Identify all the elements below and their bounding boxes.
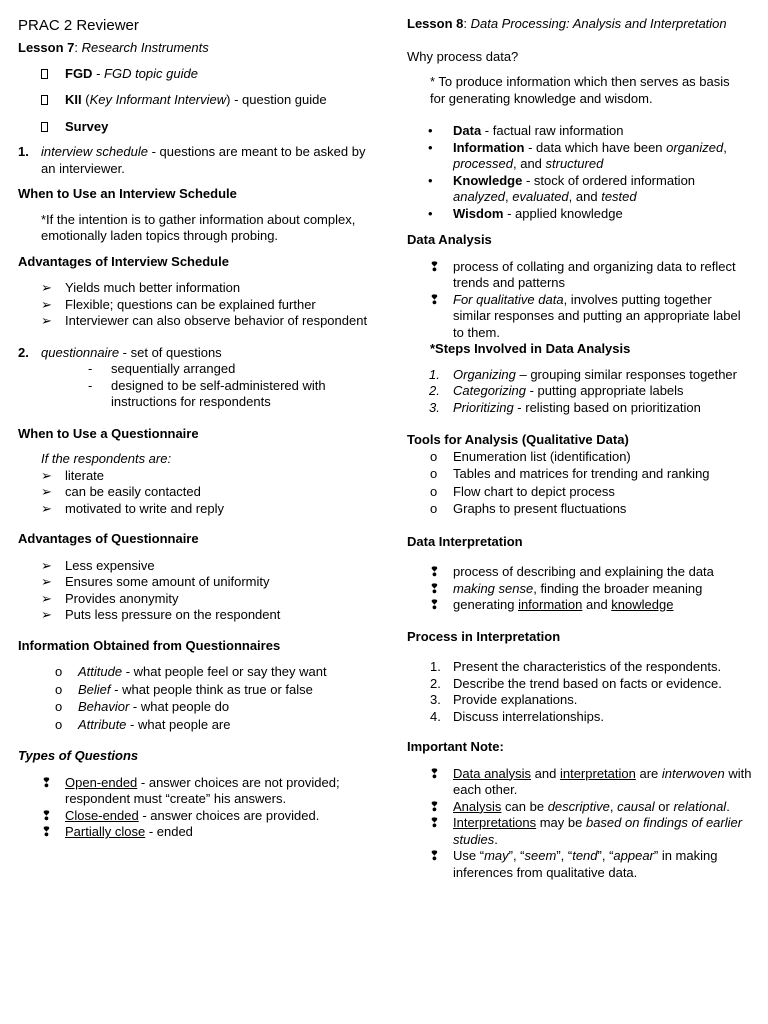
- process-heading: Process in Interpretation: [407, 628, 561, 644]
- list-item: o Graphs to present fluctuations: [430, 501, 627, 516]
- when-interview-text: *If the intention is to gather information about complex, emotionally laden topics through probing.: [41, 211, 356, 243]
- list-item: - sequentially arranged: [88, 361, 236, 376]
- important-note-list: [407, 766, 752, 882]
- list-item: ❢ generating information and knowledge: [429, 597, 674, 612]
- adv-interview-heading: Advantages of Interview Schedule: [18, 253, 229, 269]
- list-item: ❢ Close-ended - answer choices are provided.: [41, 807, 320, 823]
- list-item: KII (Key Informant Interview) - question guide: [18, 92, 370, 109]
- list-item: o Behavior - what people do: [55, 699, 230, 714]
- instrument-list: [18, 66, 370, 136]
- questionnaire-sublist: [18, 361, 370, 411]
- step-number: 3.: [430, 692, 441, 707]
- left-column: [18, 14, 370, 841]
- steps-heading: *Steps Involved in Data Analysis: [430, 341, 631, 356]
- list-item: • Knowledge - stock of ordered information analyzed, evaluated, and tested: [428, 172, 696, 204]
- circle-bullet-icon: o: [430, 448, 438, 464]
- process-list: [407, 659, 752, 725]
- adv-questionnaire-list: [18, 558, 370, 624]
- when-questionnaire-intro: If the respondents are:: [41, 451, 172, 466]
- circle-bullet-icon: o: [430, 483, 438, 499]
- questionnaire-item: 2. questionnaire - set of questions: [18, 344, 222, 360]
- when-questionnaire-list: [18, 468, 370, 518]
- list-item: 1. Present the characteristics of the respondents.: [430, 659, 722, 674]
- lesson-7-heading: Lesson 7: Research Instruments: [18, 40, 209, 55]
- list-item: 3. Provide explanations.: [430, 692, 578, 707]
- exclamation-bullet-icon: ❢: [429, 798, 440, 814]
- list-item: o Tables and matrices for trending and ranking: [430, 466, 710, 481]
- when-questionnaire-heading: When to Use a Questionnaire: [18, 425, 199, 441]
- list-item: ❢ making sense, finding the broader meaning: [429, 580, 703, 596]
- data-analysis-list: [407, 259, 752, 342]
- bullet-icon: •: [428, 172, 433, 188]
- adv-interview-list: [18, 280, 370, 330]
- list-item: ❢ Interpretations may be based on findings of earlier studies.: [429, 815, 743, 847]
- list-item: ❢ Analysis can be descriptive, causal or relational.: [429, 798, 730, 814]
- dash-bullet-icon: -: [88, 377, 93, 393]
- exclamation-bullet-icon: ❢: [429, 580, 440, 596]
- types-heading: Types of Questions: [18, 748, 139, 763]
- step-number: 1.: [429, 366, 440, 382]
- list-item: ❢ process of describing and explaining the data: [429, 564, 714, 579]
- lesson-7-label: Lesson 7: [18, 40, 75, 55]
- arrow-bullet-icon: ➢: [41, 607, 52, 622]
- types-list: [18, 775, 370, 841]
- data-interpretation-list: [407, 564, 752, 614]
- list-item: ➢ Flexible; questions can be explained further: [41, 296, 316, 312]
- when-interview-heading: When to Use an Interview Schedule: [18, 186, 237, 201]
- arrow-bullet-icon: ➢: [41, 280, 52, 295]
- exclamation-bullet-icon: ❢: [429, 815, 440, 830]
- exclamation-bullet-icon: ❢: [41, 807, 52, 823]
- square-bullet-icon: [41, 95, 48, 105]
- interview-schedule-item: 1. interview schedule - questions are meant to be asked by an interviewer.: [18, 144, 366, 176]
- lesson-8-topic: Data Processing: Analysis and Interpretation: [470, 16, 727, 31]
- list-item: Survey: [18, 119, 370, 136]
- data-interpretation-heading: Data Interpretation: [407, 533, 523, 549]
- adv-questionnaire-heading: Advantages of Questionnaire: [18, 531, 199, 546]
- arrow-bullet-icon: ➢: [41, 590, 52, 606]
- square-bullet-icon: [41, 122, 48, 132]
- square-bullet-icon: [41, 69, 48, 79]
- list-item: o Flow chart to depict process: [430, 483, 615, 499]
- list-item: ❢ process of collating and organizing data to reflect trends and patterns: [429, 258, 736, 290]
- list-item: 3. Prioritizing - relisting based on prioritization: [429, 399, 701, 415]
- list-item: ➢ Interviewer can also observe behavior of respondent: [41, 313, 368, 328]
- list-item: • Information - data which have been organized, processed, and structured: [428, 139, 727, 171]
- step-number: 3.: [429, 399, 440, 415]
- arrow-bullet-icon: ➢: [41, 574, 52, 589]
- item-number: 2.: [18, 344, 29, 360]
- circle-bullet-icon: o: [55, 716, 63, 732]
- exclamation-bullet-icon: ❢: [41, 824, 52, 839]
- list-item: ❢ Open-ended - answer choices are not provided; respondent must “create” his answers.: [41, 774, 340, 806]
- important-note-heading: Important Note:: [407, 739, 504, 754]
- list-item: - designed to be self-administered with instructions for respondents: [88, 377, 326, 409]
- arrow-bullet-icon: ➢: [41, 296, 52, 312]
- lesson-7-topic: Research Instruments: [81, 40, 209, 55]
- list-item: ❢ Data analysis and interpretation are interwoven with each other.: [429, 765, 752, 797]
- step-number: 2.: [430, 675, 441, 691]
- list-item: FGD - FGD topic guide: [18, 66, 370, 83]
- list-item: ➢ Yields much better information: [41, 280, 241, 295]
- lesson-8-heading: Lesson 8: Data Processing: Analysis and Interpretation: [407, 16, 727, 31]
- list-item: ❢ Partially close - ended: [41, 824, 193, 839]
- exclamation-bullet-icon: ❢: [429, 291, 440, 307]
- steps-list: [407, 367, 752, 417]
- list-item: o Attribute - what people are: [55, 716, 231, 732]
- why-question: Why process data?: [407, 48, 519, 64]
- document-title: PRAC 2 Reviewer: [18, 17, 139, 34]
- list-item: ❢ For qualitative data, involves putting together similar responses and putting an appropriate label to them.: [429, 291, 741, 340]
- tools-list: [407, 449, 752, 518]
- step-number: 2.: [429, 383, 440, 398]
- list-item: ➢ can be easily contacted: [41, 484, 201, 499]
- exclamation-bullet-icon: ❢: [429, 765, 440, 781]
- item-number: 1.: [18, 144, 29, 159]
- circle-bullet-icon: o: [55, 681, 63, 697]
- exclamation-bullet-icon: ❢: [429, 258, 440, 274]
- arrow-bullet-icon: ➢: [41, 557, 52, 573]
- list-item: o Attitude - what people feel or say they want: [55, 664, 327, 679]
- list-item: o Belief - what people think as true or false: [55, 681, 313, 697]
- step-number: 1.: [430, 659, 441, 674]
- list-item: ➢ motivated to write and reply: [41, 500, 224, 516]
- dash-bullet-icon: -: [88, 361, 93, 376]
- step-number: 4.: [430, 708, 441, 724]
- list-item: ❢ Use “may”, “seem”, “tend”, “appear” in making inferences from qualitative data.: [429, 848, 718, 880]
- info-obtained-list: [18, 664, 370, 733]
- bullet-icon: •: [428, 123, 433, 138]
- list-item: ➢ Provides anonymity: [41, 590, 179, 606]
- exclamation-bullet-icon: ❢: [41, 774, 52, 790]
- arrow-bullet-icon: ➢: [41, 313, 52, 328]
- circle-bullet-icon: o: [430, 466, 438, 481]
- list-item: 2. Describe the trend based on facts or evidence.: [430, 675, 722, 691]
- list-item: 1. Organizing – grouping similar responses together: [429, 366, 737, 382]
- list-item: o Enumeration list (identification): [430, 448, 631, 464]
- circle-bullet-icon: o: [55, 699, 63, 714]
- list-item: • Wisdom - applied knowledge: [428, 205, 623, 221]
- list-item: 2. Categorizing - putting appropriate labels: [429, 383, 684, 398]
- right-column: [407, 14, 752, 881]
- list-item: ➢ Less expensive: [41, 557, 155, 573]
- bullet-icon: •: [428, 139, 433, 155]
- arrow-bullet-icon: ➢: [41, 467, 52, 483]
- list-item: ➢ literate: [41, 467, 105, 483]
- list-item: ➢ Puts less pressure on the respondent: [41, 607, 281, 622]
- list-item: ➢ Ensures some amount of uniformity: [41, 574, 270, 589]
- arrow-bullet-icon: ➢: [41, 500, 52, 516]
- info-obtained-heading: Information Obtained from Questionnaires: [18, 637, 281, 653]
- dikw-list: [407, 123, 752, 222]
- lesson-8-label: Lesson 8: [407, 16, 464, 31]
- exclamation-bullet-icon: ❢: [429, 597, 440, 612]
- why-answer: * To produce information which then serves as basis for generating knowledge and wisdom.: [430, 74, 730, 106]
- exclamation-bullet-icon: ❢: [429, 564, 440, 579]
- tools-heading: Tools for Analysis (Qualitative Data): [407, 432, 629, 447]
- circle-bullet-icon: o: [55, 664, 63, 679]
- bullet-icon: •: [428, 205, 433, 221]
- list-item: 4. Discuss interrelationships.: [430, 708, 605, 724]
- circle-bullet-icon: o: [430, 501, 438, 516]
- arrow-bullet-icon: ➢: [41, 484, 52, 499]
- exclamation-bullet-icon: ❢: [429, 848, 440, 863]
- list-item: • Data - factual raw information: [428, 123, 624, 138]
- data-analysis-heading: Data Analysis: [407, 232, 492, 247]
